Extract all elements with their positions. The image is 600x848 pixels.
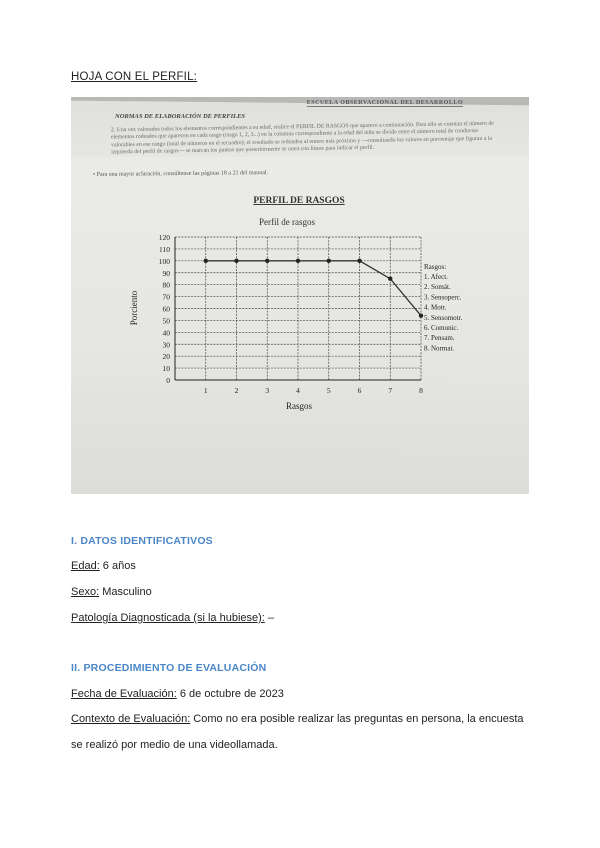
y-tick-label: 120: [158, 233, 170, 242]
x-tick-label: 8: [419, 386, 423, 395]
document-heading: HOJA CON EL PERFIL:: [71, 71, 198, 83]
profile-photo: [71, 97, 529, 494]
y-axis-label: Porciento: [129, 290, 139, 326]
data-point: [265, 259, 269, 263]
x-tick-label: 6: [357, 386, 362, 395]
contexto-label: Contexto de Evaluación:: [71, 713, 191, 725]
chart-title: PERFIL DE RASGOS: [253, 196, 345, 206]
y-tick-label: 90: [162, 268, 170, 278]
x-tick-label: 3: [265, 386, 270, 395]
school-name: ESCUELA OBSERVACIONAL DEL DESARROLLO: [306, 100, 463, 106]
y-tick-label: 10: [162, 364, 170, 374]
x-tick-label: 1: [203, 386, 208, 395]
legend-item: 7. Pensam.: [424, 334, 455, 343]
data-point: [419, 313, 423, 317]
patologia-field: [71, 612, 274, 624]
fecha-value: 6 de octubre de 2023: [176, 688, 284, 700]
y-tick-label: 20: [162, 352, 170, 362]
legend-title: Rasgos:: [424, 263, 447, 271]
y-tick-label: 110: [159, 244, 170, 254]
y-tick-label: 60: [162, 304, 170, 314]
data-point: [327, 259, 331, 263]
x-tick-label: 4: [296, 386, 300, 395]
data-point: [296, 259, 300, 263]
chart-subtitle: Perfil de rasgos: [259, 217, 315, 227]
patologia-value: –: [264, 612, 275, 624]
sexo-field: [71, 586, 152, 598]
y-tick-label: 40: [162, 328, 170, 338]
contexto-value: Como no era posible realizar las preguntas en persona, la encuesta: [190, 713, 524, 725]
legend-item: 2. Somát.: [424, 283, 451, 292]
fecha-label: Fecha de Evaluación:: [71, 688, 177, 700]
contexto-field: [71, 713, 524, 725]
legend-item: 3. Sensoperc.: [424, 293, 462, 302]
legend-item: 4. Motr.: [424, 303, 447, 312]
contexto-continuation: se realizó por medio de una videollamada.: [71, 739, 278, 751]
data-point: [204, 259, 208, 263]
norms-text: 2. Una vez valorados todos los elementos correspondientes a su edad, realice el PERFIL DE RASGOS que aparece a continuación. Para ello se cuentan el número de elementos rodeados que aparecen en cada rasgo (rasgo 1, 2, 3...) en la columna correspondiente a la edad del niño se divide entre el número total de conductas valorables en ese rango (total de números en el recuadro); el resultado se redondea al entero más próximo y —consultando los valores en porcentaje que figuran a la izquierda del perfil de rasgos— se marcan los puntos que posteriormente se unen con líneas para indicar el perfil.: [110, 120, 494, 156]
fecha-field: [71, 688, 284, 700]
edad-value: 6 años: [99, 560, 136, 572]
legend-item: 5. Sensomotr.: [424, 313, 463, 322]
x-tick-label: 5: [326, 386, 331, 395]
sexo-label: Sexo:: [71, 586, 100, 598]
y-tick-label: 0: [166, 376, 170, 385]
series-line: [206, 261, 421, 316]
norms-note: • Para una mayor aclaración, consúltense las páginas 18 a 21 del manual.: [92, 170, 269, 178]
y-tick-label: 50: [162, 316, 170, 326]
patologia-label: Patología Diagnosticada (si la hubiese):: [71, 612, 265, 624]
data-point: [357, 259, 361, 263]
x-tick-label: 2: [234, 386, 239, 395]
norms-title: NORMAS DE ELABORACIÓN DE PERFILES: [115, 113, 246, 120]
sexo-value: Masculino: [99, 586, 152, 598]
y-tick-label: 80: [162, 280, 170, 290]
edad-label: Edad:: [71, 560, 100, 572]
y-tick-label: 100: [158, 256, 170, 266]
y-tick-label: 30: [162, 340, 170, 350]
x-tick-label: 7: [388, 386, 393, 395]
legend-item: 1. Afect.: [424, 273, 448, 281]
x-axis-label: Rasgos: [285, 401, 313, 411]
edad-field: [71, 560, 136, 572]
legend-item: 6. Comunic.: [424, 324, 459, 332]
data-point: [388, 277, 392, 281]
y-tick-label: 70: [162, 292, 170, 302]
profile-chart: [71, 97, 529, 494]
legend-item: 8. Normat.: [424, 344, 455, 353]
section-procedimiento-title: II. PROCEDIMIENTO DE EVALUACIÓN: [71, 662, 267, 674]
data-point: [234, 259, 238, 263]
section-datos-title: I. DATOS IDENTIFICATIVOS: [71, 535, 213, 547]
